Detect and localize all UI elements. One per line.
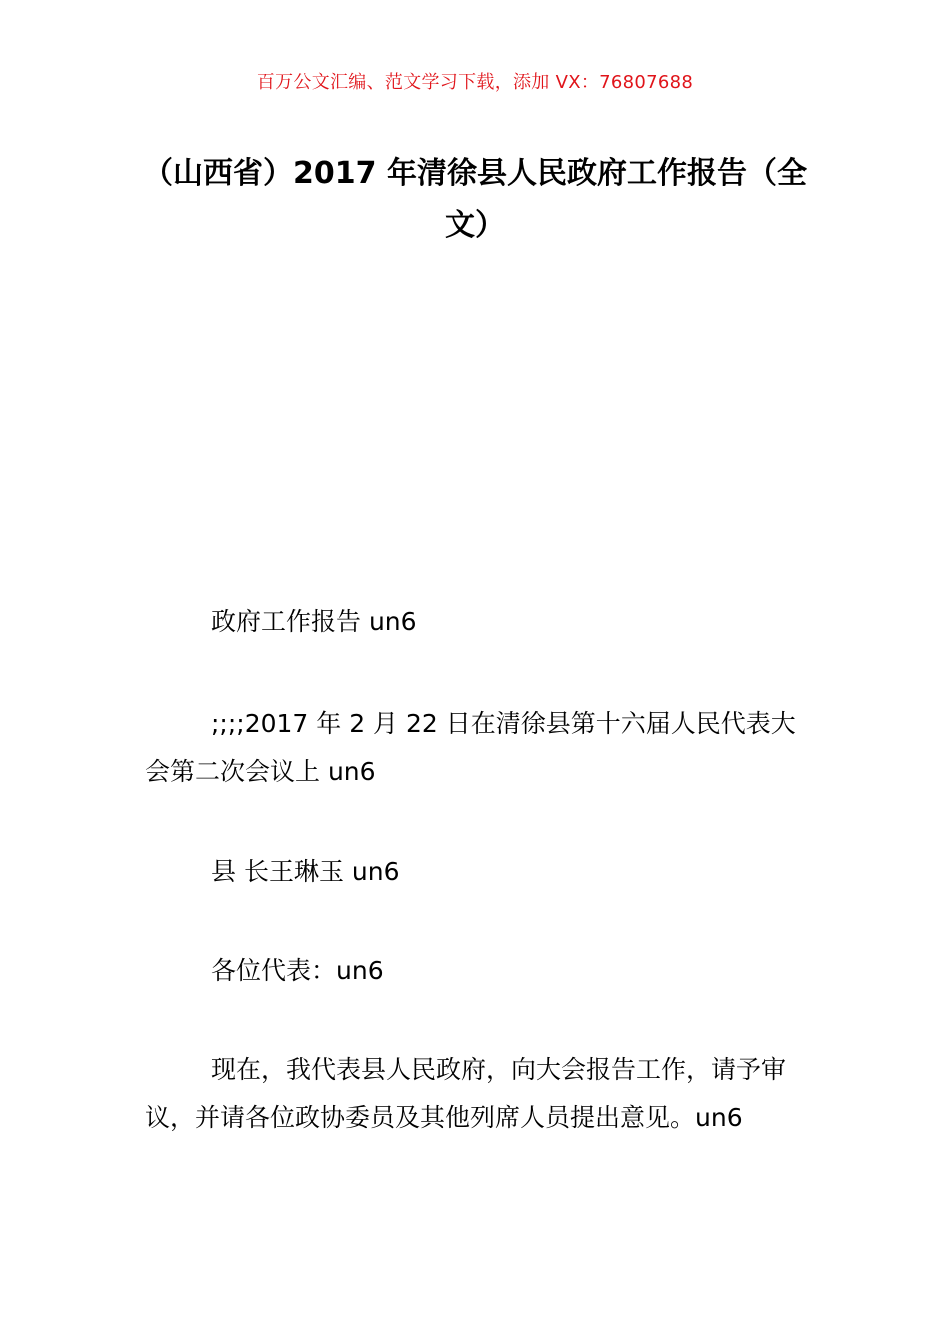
- paragraph-opening: 现在，我代表县人民政府，向大会报告工作，请予审议，并请各位政协委员及其他列席人员提出意见。un6: [145, 1055, 787, 1132]
- paragraph-speaker: 县 长王琳玉 un6: [211, 857, 400, 886]
- paragraph-date-meeting: ;;;;2017 年 2 月 22 日在清徐县第十六届人民代表大会第二次会议上 un6: [145, 709, 796, 786]
- paragraph-heading: 政府工作报告 un6: [211, 607, 417, 636]
- paragraph-salutation: 各位代表：un6: [211, 956, 384, 985]
- document-title: （山西省）2017 年清徐县人民政府工作报告（全文）: [143, 156, 807, 243]
- header-note: 百万公文汇编、范文学习下载，添加 VX：76807688: [256, 72, 694, 93]
